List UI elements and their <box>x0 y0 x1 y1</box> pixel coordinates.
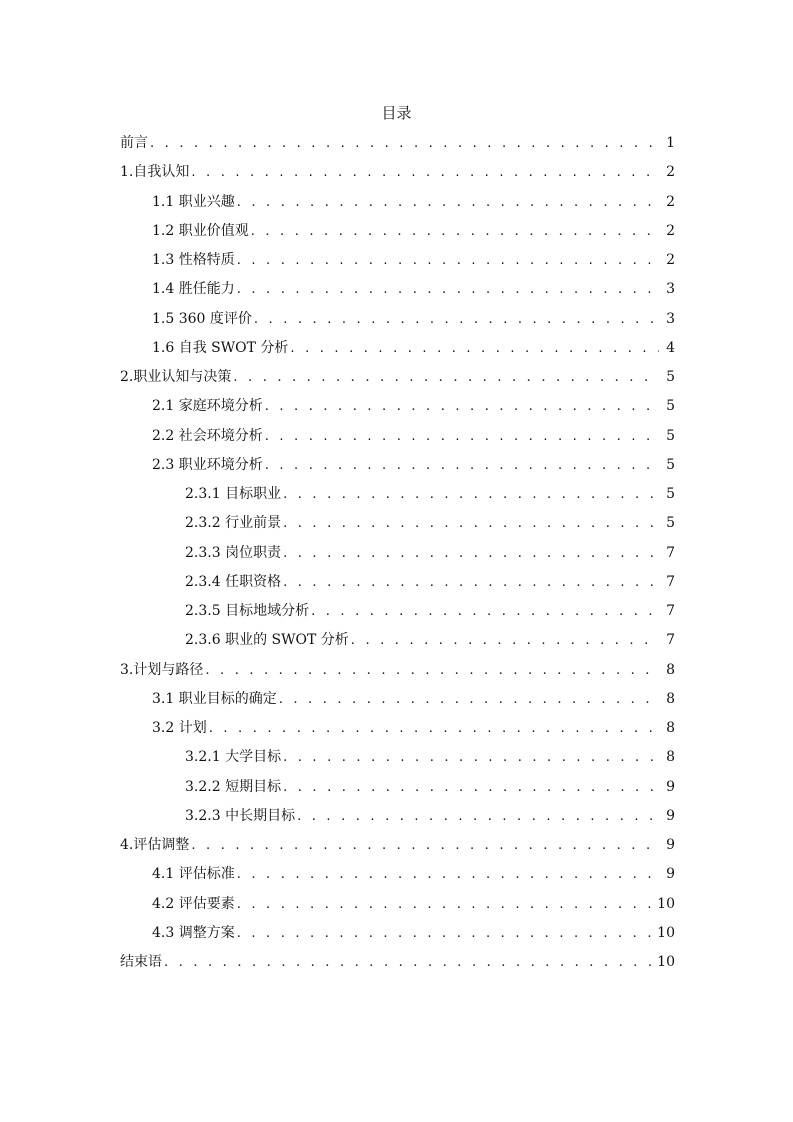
toc-entry[interactable] <box>120 714 675 743</box>
toc-entry-label: 1.3 性格特质 <box>152 252 235 268</box>
toc-entry[interactable] <box>120 773 675 802</box>
toc-entry-label: 1.自我认知 <box>120 164 190 181</box>
dot-leader <box>150 129 659 158</box>
toc-entry-page-number: 9 <box>666 837 675 853</box>
toc-entry-label: 4.2 评估要素 <box>152 895 235 912</box>
dot-leader <box>265 392 659 421</box>
toc-entry-label: 2.3.2 行业前景 <box>185 515 282 532</box>
dot-leader <box>254 305 659 334</box>
toc-entry[interactable] <box>120 392 675 421</box>
toc-entry[interactable] <box>120 217 675 246</box>
toc-entry-page-number: 7 <box>666 544 675 561</box>
toc-entry-page-number: 8 <box>666 690 675 707</box>
toc-entry-page-number: 5 <box>666 427 675 444</box>
toc-entry-label: 2.3.4 任职资格 <box>185 573 282 590</box>
dot-leader <box>311 597 659 626</box>
toc-entry-label: 1.1 职业兴趣 <box>152 193 235 210</box>
toc-entry-label: 1.6 自我 SWOT 分析 <box>152 339 289 356</box>
toc-entry-label: 2.3.5 目标地域分析 <box>185 603 310 619</box>
toc-entry-label: 2.职业认知与决策 <box>120 369 232 385</box>
toc-entry-page-number: 2 <box>666 252 675 268</box>
toc-entry-page-number: 4 <box>666 339 675 356</box>
toc-entry[interactable] <box>120 890 675 919</box>
dot-leader <box>290 334 659 363</box>
toc-entry-page-number: 7 <box>666 573 675 590</box>
toc-entry-label: 2.2 社会环境分析 <box>152 427 263 444</box>
toc-entry[interactable] <box>120 860 675 889</box>
toc-entry[interactable] <box>120 158 675 187</box>
toc-entry-label: 2.3.1 目标职业 <box>185 486 282 502</box>
toc-entry-page-number: 2 <box>666 222 675 239</box>
dot-leader <box>191 158 659 187</box>
dot-leader <box>265 451 659 480</box>
toc-entry-label: 4.3 调整方案 <box>152 924 235 941</box>
dot-leader <box>283 509 659 538</box>
toc-entry-page-number: 7 <box>666 632 675 649</box>
toc-entry[interactable] <box>120 597 675 626</box>
toc-entry[interactable] <box>120 539 675 568</box>
dot-leader <box>237 275 659 304</box>
toc-entry-label: 3.1 职业目标的确定 <box>152 690 277 707</box>
dot-leader <box>283 773 659 802</box>
dot-leader <box>265 422 659 451</box>
toc-entry[interactable] <box>120 656 675 685</box>
dot-leader <box>237 188 659 217</box>
toc-entry-label: 3.2.2 短期目标 <box>185 778 282 795</box>
dot-leader <box>205 656 659 685</box>
toc-entry-page-number: 7 <box>666 603 675 619</box>
dot-leader <box>237 246 659 275</box>
toc-entry-label: 2.1 家庭环境分析 <box>152 398 263 415</box>
toc-entry[interactable] <box>120 685 675 714</box>
dot-leader <box>191 831 659 860</box>
toc-entry[interactable] <box>120 948 675 977</box>
toc-entry-label: 1.4 胜任能力 <box>152 281 235 298</box>
toc-entry-label: 1.2 职业价值观 <box>152 222 249 239</box>
dot-leader <box>164 948 653 977</box>
toc-title: 目录 <box>381 104 412 122</box>
toc-entry[interactable] <box>120 831 675 860</box>
dot-leader <box>283 539 659 568</box>
toc-entry[interactable] <box>120 480 675 509</box>
toc-entry-page-number: 2 <box>666 164 675 181</box>
toc-entry-page-number: 10 <box>657 954 675 970</box>
toc-entry[interactable] <box>120 568 675 597</box>
toc-entry-page-number: 10 <box>657 895 675 912</box>
toc-entry-page-number: 8 <box>666 749 675 766</box>
toc-entry-page-number: 5 <box>666 486 675 502</box>
toc-entry-page-number: 2 <box>666 193 675 210</box>
toc-entry-label: 3.2 计划 <box>152 720 207 736</box>
toc-entry[interactable] <box>120 275 675 304</box>
toc-entry-page-number: 5 <box>666 369 675 385</box>
toc-entry[interactable] <box>120 626 675 655</box>
toc-entry[interactable] <box>120 802 675 831</box>
toc-entry-page-number: 3 <box>666 310 675 327</box>
toc-entry-label: 4.评估调整 <box>120 837 190 853</box>
toc-entry-page-number: 8 <box>666 661 675 678</box>
toc-entry-page-number: 3 <box>666 281 675 298</box>
toc-entry-label: 3.2.1 大学目标 <box>185 749 282 766</box>
dot-leader <box>283 480 659 509</box>
toc-entry-label: 1.5 360 度评价 <box>152 310 252 327</box>
toc-entry[interactable] <box>120 246 675 275</box>
toc-entry-label: 3.2.3 中长期目标 <box>185 807 296 824</box>
toc-entry[interactable] <box>120 451 675 480</box>
toc-entry[interactable] <box>120 509 675 538</box>
dot-leader <box>297 802 659 831</box>
toc-entry-page-number: 9 <box>666 807 675 824</box>
dot-leader <box>279 685 659 714</box>
toc-entry-label: 结束语 <box>120 954 162 970</box>
dot-leader <box>283 743 659 772</box>
toc-entry[interactable] <box>120 743 675 772</box>
toc-entry[interactable] <box>120 363 675 392</box>
toc-entry-page-number: 10 <box>657 924 675 941</box>
toc-entry-label: 2.3.3 岗位职责 <box>185 544 282 561</box>
dot-leader <box>237 860 659 889</box>
toc-entry-label: 3.计划与路径 <box>120 661 204 678</box>
dot-leader <box>251 217 659 246</box>
toc-entry-page-number: 5 <box>666 398 675 415</box>
toc-entry-page-number: 9 <box>666 866 675 883</box>
toc-entry-page-number: 8 <box>666 720 675 736</box>
table-of-contents <box>120 129 675 977</box>
toc-entry[interactable] <box>120 919 675 948</box>
dot-leader <box>237 890 653 919</box>
dot-leader <box>209 714 659 743</box>
toc-entry[interactable] <box>120 129 675 158</box>
toc-entry-label: 2.3 职业环境分析 <box>152 456 263 473</box>
toc-entry-page-number: 5 <box>666 456 675 473</box>
toc-entry-label: 4.1 评估标准 <box>152 866 235 883</box>
toc-entry-label: 2.3.6 职业的 SWOT 分析 <box>185 632 349 649</box>
toc-entry-label: 前言 <box>120 135 148 151</box>
toc-entry[interactable] <box>120 334 675 363</box>
toc-entry-page-number: 5 <box>666 515 675 532</box>
dot-leader <box>237 919 653 948</box>
toc-entry[interactable] <box>120 422 675 451</box>
dot-leader <box>233 363 659 392</box>
toc-entry-page-number: 9 <box>666 778 675 795</box>
toc-entry-page-number: 1 <box>666 135 675 151</box>
toc-entry[interactable] <box>120 305 675 334</box>
dot-leader <box>351 626 659 655</box>
toc-entry[interactable] <box>120 188 675 217</box>
dot-leader <box>283 568 659 597</box>
